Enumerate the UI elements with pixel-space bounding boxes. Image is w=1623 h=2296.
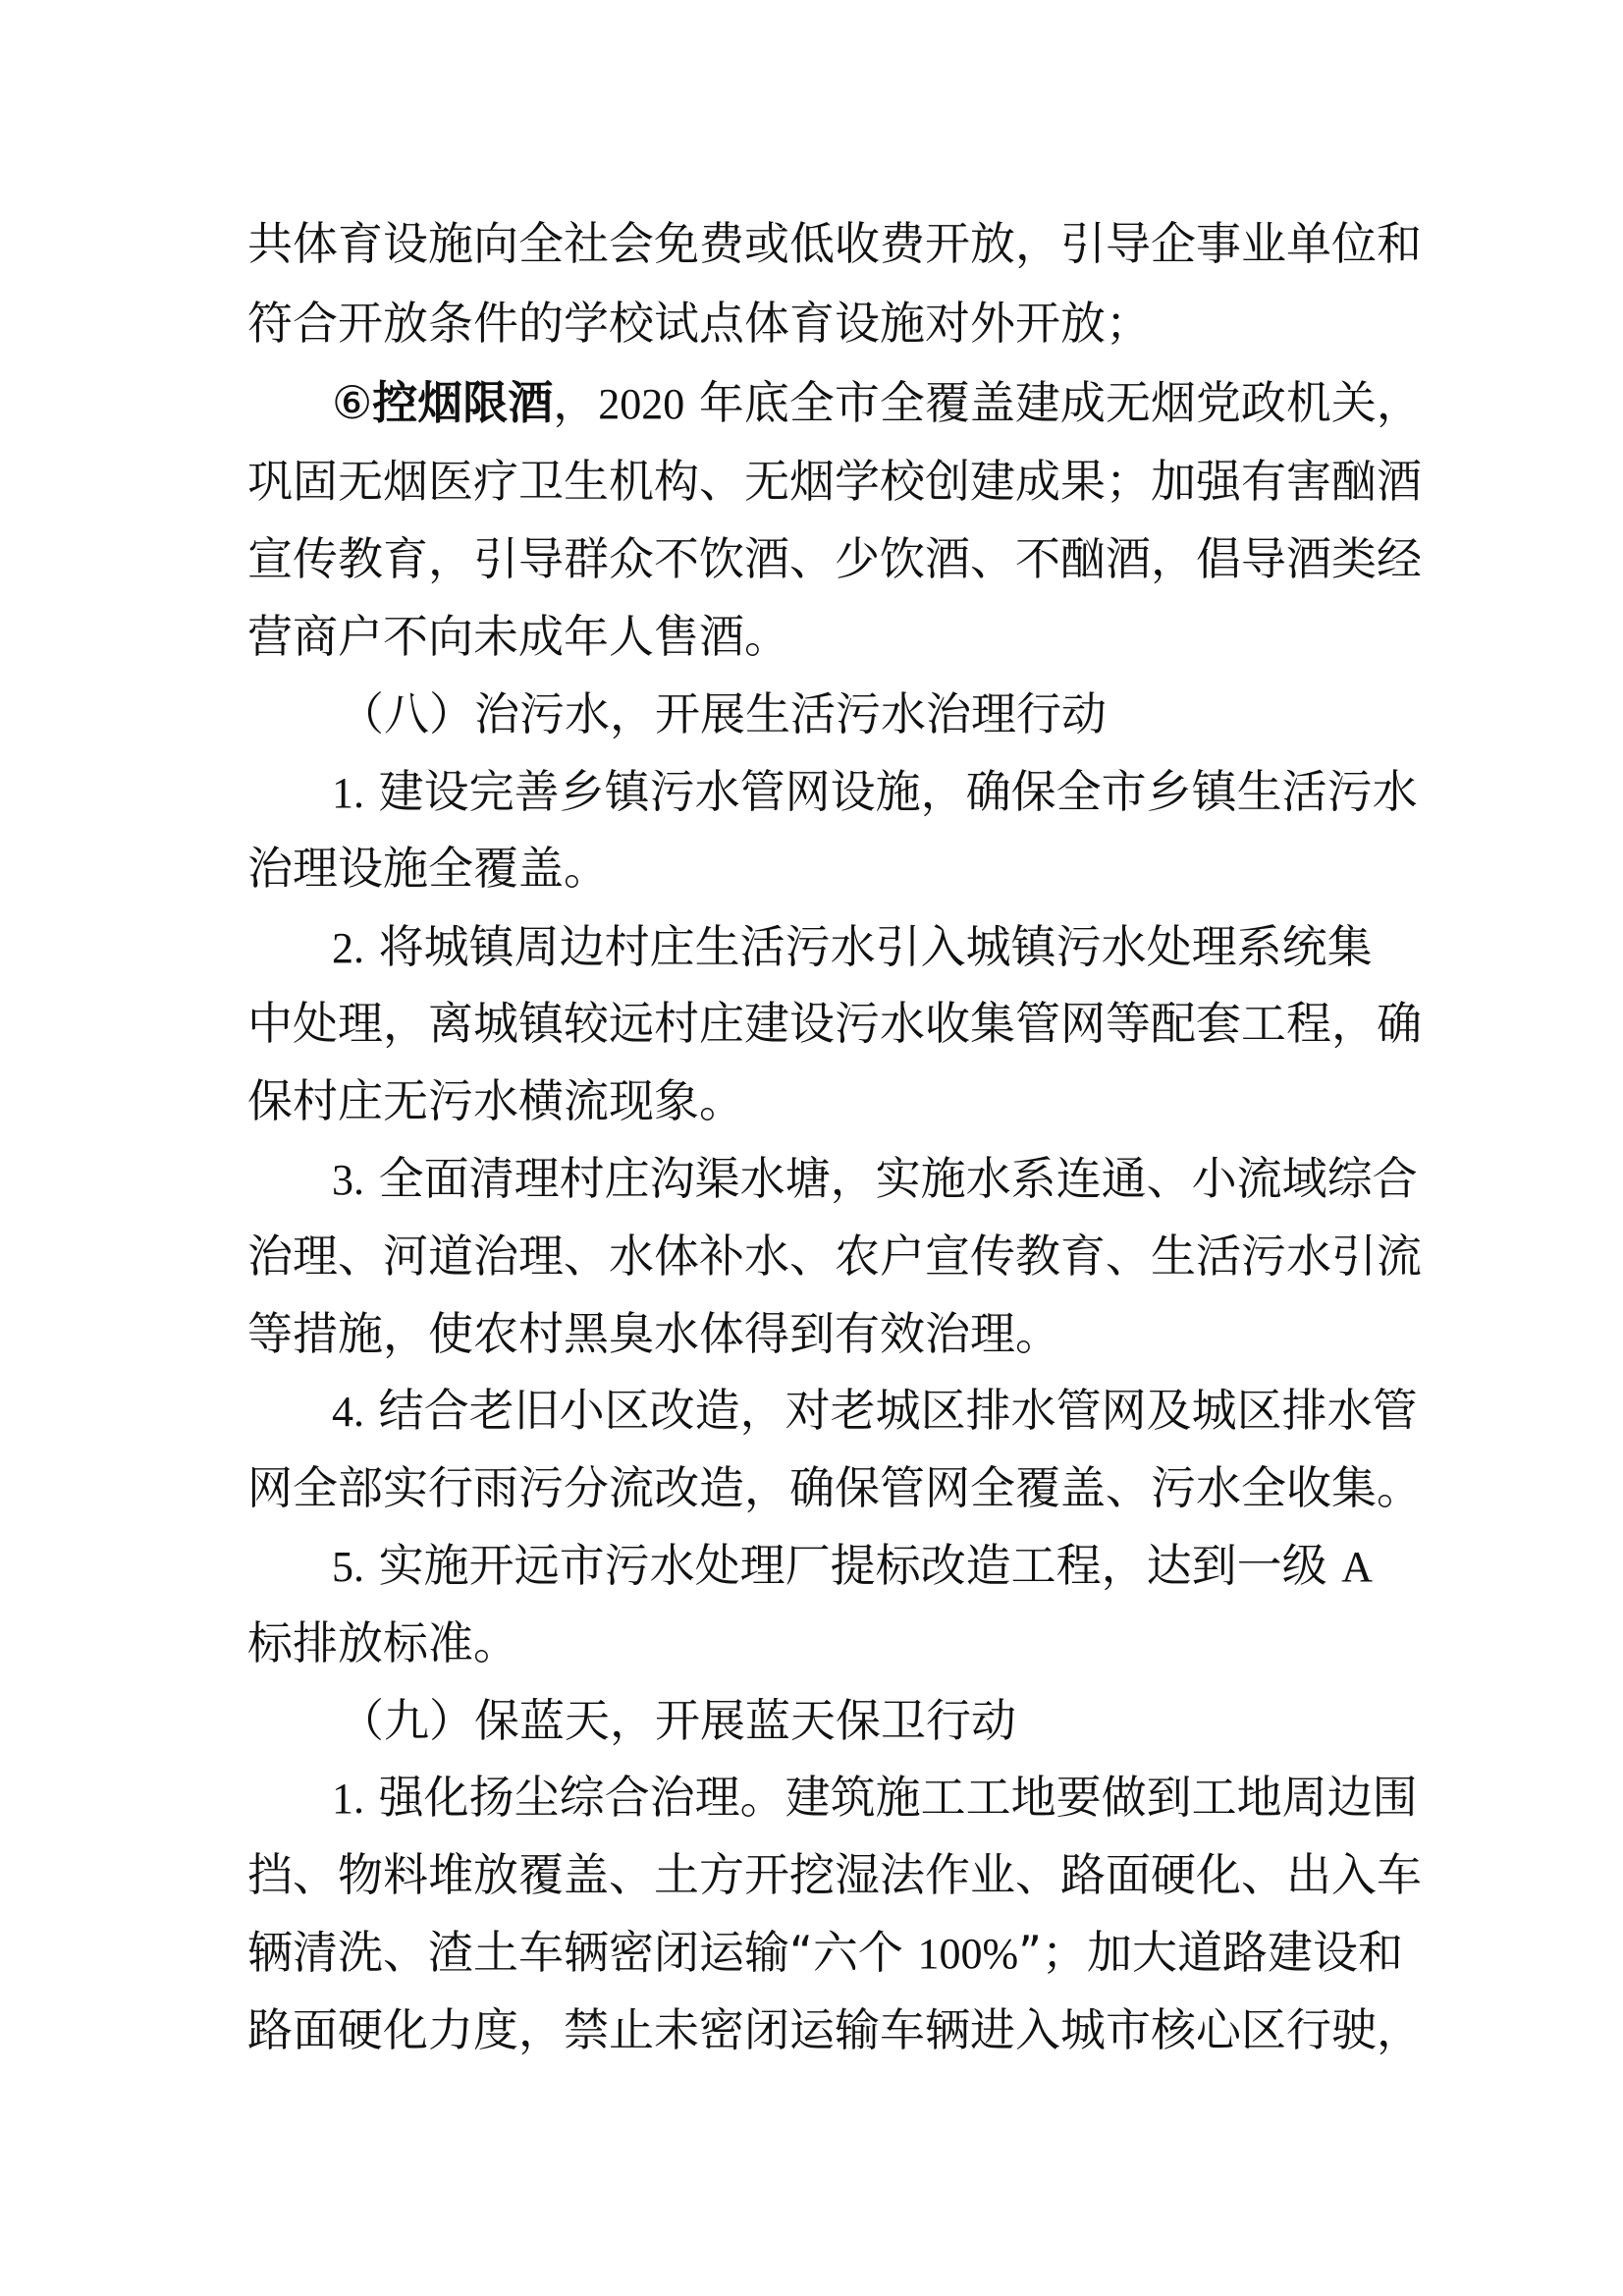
paragraph-line: [247, 602, 789, 671]
line-text: 符合开放条件的学校试点体育设施对外开放；: [247, 297, 1151, 350]
paragraph-line: [247, 209, 1422, 278]
item-number: 3.: [332, 1156, 364, 1204]
paragraph-line: [247, 834, 609, 902]
bold-heading: 控烟限酒: [372, 376, 554, 429]
line-text: 共体育设施向全社会免费或低收费开放，引导企事业单位和: [247, 217, 1422, 270]
item-number: 5.: [332, 1543, 364, 1591]
percent-number: 100%: [917, 1930, 1019, 1978]
paragraph-line: [247, 1840, 1422, 1909]
paragraph-line: [247, 1609, 518, 1677]
line-text: 等措施，使农村黑臭水体得到有效治理。: [247, 1307, 1060, 1360]
heading-text: （九）保蓝天，开展蓝天保卫行动: [339, 1694, 1016, 1747]
line-text: 全面清理村庄沟渠水塘，实施水系连通、小流域综合: [364, 1152, 1418, 1205]
paragraph-line: [332, 912, 1373, 981]
line-text: 挡、物料堆放覆盖、土方开挖湿法作业、路面硬化、出入车: [247, 1848, 1422, 1901]
paragraph-line: [332, 1763, 1418, 1831]
line-text: 标排放标准。: [247, 1616, 518, 1669]
line-text: 辆清洗、渣土车辆密闭运输“六个: [247, 1926, 918, 1979]
paragraph-line: [247, 989, 1422, 1058]
paragraph-line: [332, 757, 1418, 826]
year-number: 2020: [598, 380, 685, 428]
line-text: 将城镇周边村庄生活污水引入城镇污水处理系统集: [364, 920, 1373, 973]
paragraph-line: [332, 1144, 1418, 1213]
line-text: ，: [553, 376, 599, 429]
line-text: 治理设施全覆盖。: [247, 842, 609, 895]
line-text: 治理、河道治理、水体补水、农户宣传教育、生活污水引流: [247, 1230, 1422, 1283]
line-text: 营商户不向未成年人售酒。: [247, 610, 789, 663]
paragraph-line: [247, 289, 1151, 357]
item-number: 4.: [332, 1388, 364, 1436]
paragraph-line: [247, 447, 1422, 516]
item-number: 2.: [332, 924, 364, 972]
paragraph-line: [247, 1918, 1403, 1987]
item-number: 1.: [332, 769, 364, 817]
section-heading: [339, 1686, 1016, 1755]
item-number: 1.: [332, 1775, 364, 1823]
paragraph-line: [332, 1376, 1418, 1445]
paragraph-line: [247, 1995, 1422, 2064]
circled-number: ⑥: [332, 376, 373, 429]
paragraph-line: [247, 524, 1422, 593]
paragraph-line: [332, 368, 1422, 437]
line-text: ”；加大道路建设和: [1018, 1926, 1403, 1979]
line-text: 强化扬尘综合治理。建筑施工工地要做到工地周边围: [364, 1771, 1418, 1824]
line-text: 实施开远市污水处理厂提标改造工程，达到一级: [364, 1539, 1342, 1592]
line-text: 中处理，离城镇较远村庄建设污水收集管网等配套工程，确: [247, 997, 1422, 1050]
line-text: 年底全市全覆盖建成无烟党政机关，: [684, 376, 1422, 429]
paragraph-line: [247, 1453, 1422, 1522]
line-text: 建设完善乡镇污水管网设施，确保全市乡镇生活污水: [364, 765, 1418, 818]
paragraph-line: [247, 1222, 1422, 1290]
line-text: 结合老旧小区改造，对老城区排水管网及城区排水管: [364, 1384, 1418, 1437]
line-text: 宣传教育，引导群众不饮酒、少饮酒、不酗酒，倡导酒类经: [247, 532, 1422, 585]
grade-letter: A: [1341, 1543, 1374, 1591]
section-heading: [339, 680, 1107, 748]
line-text: 路面硬化力度，禁止未密闭运输车辆进入城市核心区行驶，: [247, 2003, 1422, 2056]
heading-text: （八）治污水，开展生活污水治理行动: [339, 687, 1107, 740]
line-text: 巩固无烟医疗卫生机构、无烟学校创建成果；加强有害酗酒: [247, 455, 1422, 508]
line-text: 网全部实行雨污分流改造，确保管网全覆盖、污水全收集。: [247, 1461, 1422, 1514]
paragraph-line: [332, 1531, 1373, 1600]
line-text: 保村庄无污水横流现象。: [247, 1074, 744, 1127]
paragraph-line: [247, 1299, 1060, 1368]
paragraph-line: [247, 1066, 744, 1135]
